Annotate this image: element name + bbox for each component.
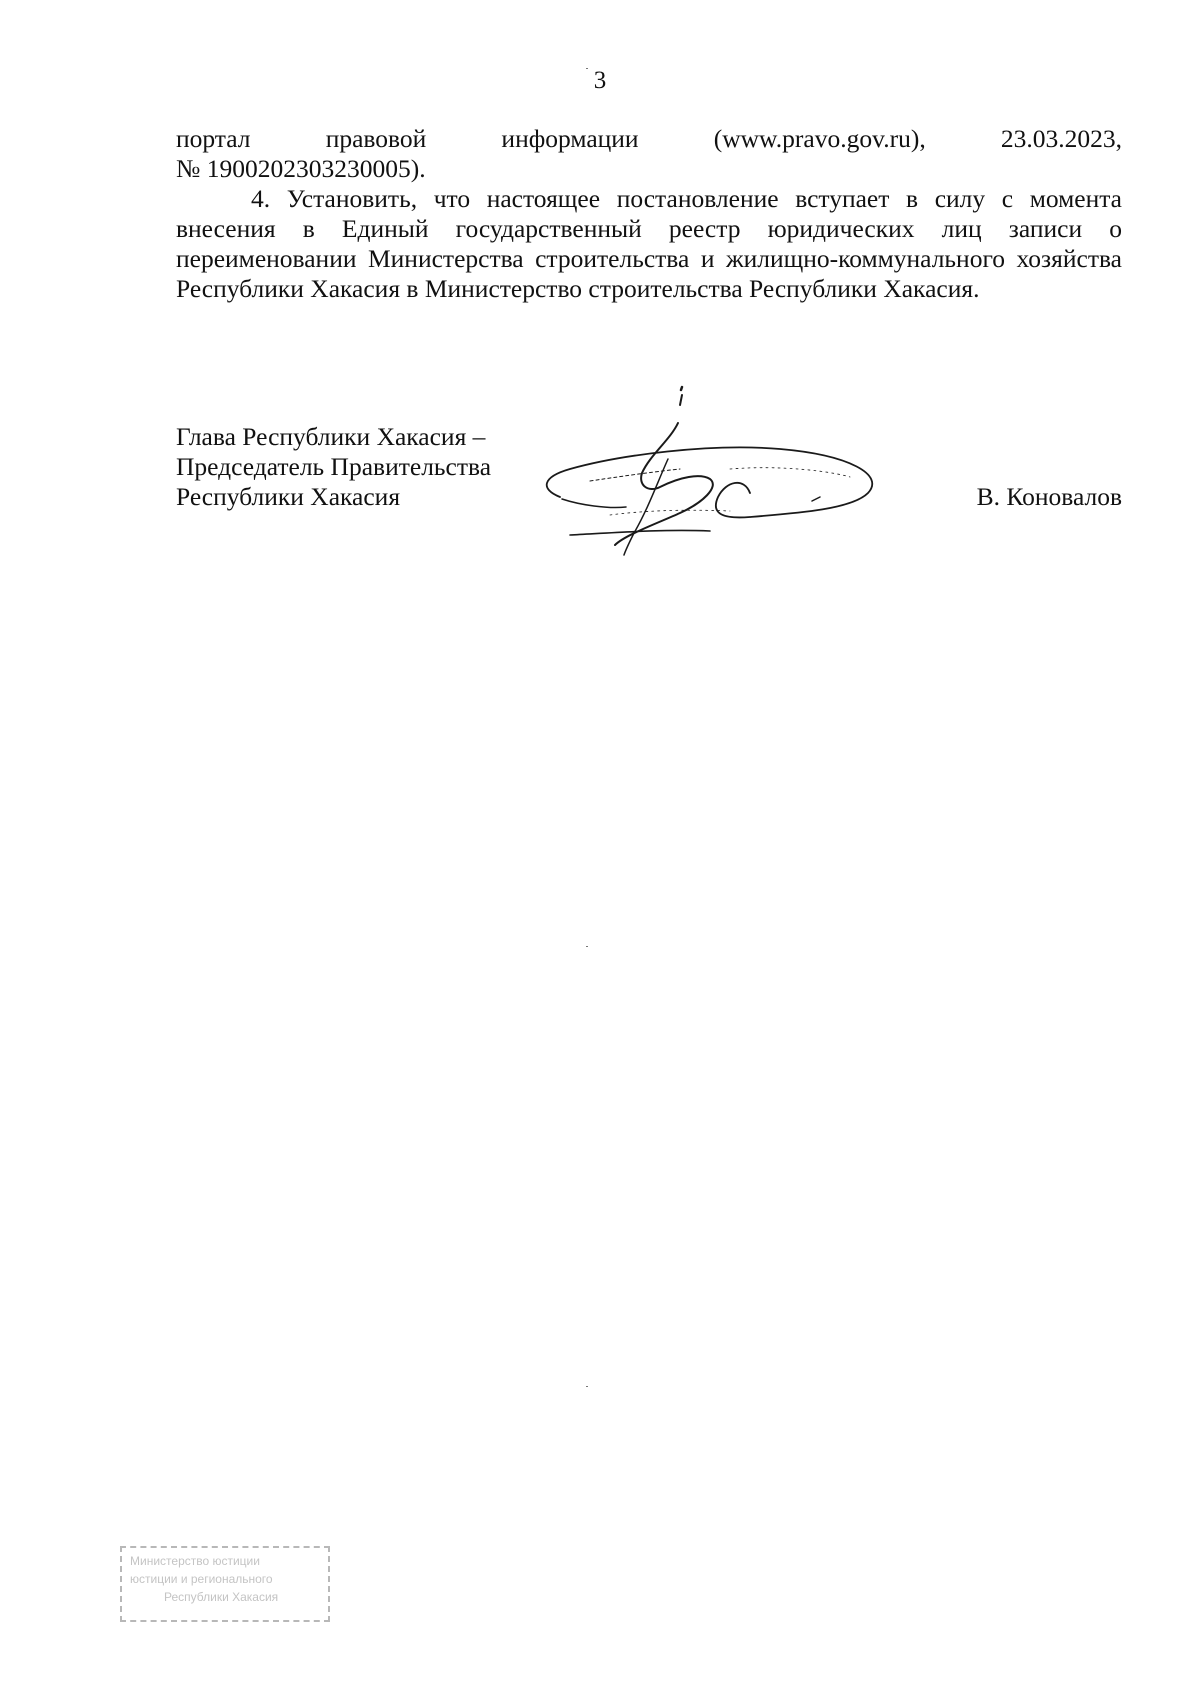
signatory-position: [176, 422, 491, 512]
intro-word: (www.pravo.gov.ru),: [713, 124, 926, 153]
body-text: [176, 124, 1122, 304]
intro-line-1: [176, 124, 1122, 154]
scan-speck: [586, 946, 588, 947]
stamp-line: юстиции и регионального: [130, 1572, 273, 1586]
signer-name: В. Коновалов: [976, 482, 1122, 511]
position-line: Председатель Правительства: [176, 452, 492, 481]
intro-word: информации: [501, 124, 639, 153]
intro-word: 23.03.2023,: [1000, 124, 1122, 153]
intro-word: портал: [176, 124, 251, 153]
intro-word: правовой: [325, 124, 427, 153]
scan-speck: [586, 68, 588, 69]
position-line: Республики Хакасия: [176, 482, 401, 511]
scan-speck: [586, 1386, 588, 1387]
page-number: 3: [593, 67, 607, 94]
intro-line-2: № 1900202303230005).: [176, 154, 426, 183]
registration-stamp: [120, 1546, 330, 1622]
stamp-line: Республики Хакасия: [164, 1590, 279, 1604]
handwritten-signature: [530, 385, 880, 560]
stamp-line: Министерство юстиции: [130, 1554, 260, 1568]
position-line: Глава Республики Хакасия –: [176, 422, 486, 451]
paragraph-4: 4. Установить, что настоящее постановление вступает в силу с момента внесения в Единый государственный реестр юридических лиц записи о переименовании Министерства строительства и жилищно-коммунального хозяйства Республики Хакасия в Министерство строительства Республики Хакасия.: [176, 184, 1122, 303]
